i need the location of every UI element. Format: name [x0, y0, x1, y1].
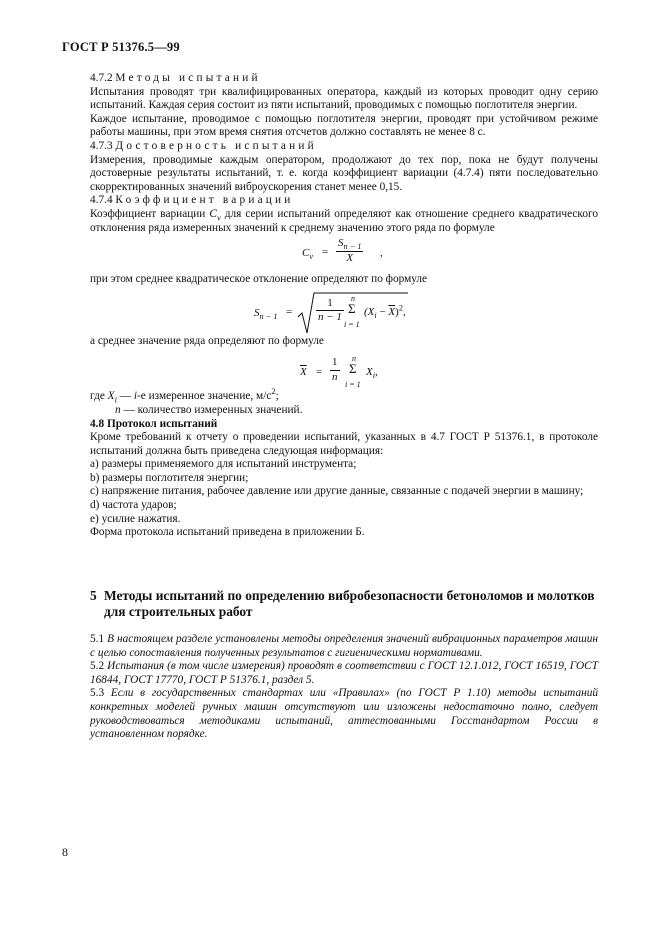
paragraph: Кроме требований к отчету о проведении испытаний, указанных в 4.7 ГОСТ Р 51376.1, в протоколе испытаний должна быть приведена следующая информация:: [90, 431, 598, 457]
paragraph: Испытания проводят три квалифицированных оператора, каждый из которых проводит одну серию испытаний. Каждая серия состоит из пяти испытаний, проводимых с помощью поглотителя энергии.: [90, 85, 598, 112]
heading-4-7-3: 4.7.3 Достоверность испытаний: [90, 139, 317, 152]
paragraph: а среднее значение ряда определяют по формуле: [90, 334, 324, 347]
heading-4-7-4: 4.7.4 Коэффициент вариации: [90, 194, 294, 207]
paragraph: Коэффициент вариации $C_v$ для серии испытаний определяют как отношение среднего квадратического отклонения ряда измеренных значений к среднему значению этого ряда по формуле: [90, 207, 598, 234]
where-line-2: n — количество измеренных значений.: [115, 403, 303, 416]
list-item: e) усилие нажатия.: [90, 512, 181, 525]
paragraph: Каждое испытание, проводимое с помощью поглотителя энергии, проводят при устойчивом режиме работы машины, при этом время снятия отсчетов должно составлять не менее 8 с.: [90, 112, 598, 139]
heading-4-7-2: 4.7.2 Методы испытаний: [90, 72, 261, 84]
list-item: d) частота ударов;: [90, 499, 177, 512]
paragraph: при этом среднее квадратическое отклонение определяют по формуле: [90, 273, 428, 286]
list-item: b) размеры поглотителя энергии;: [90, 471, 249, 484]
formula-xbar: $\overline{X}$ = $\frac{1}{n}$ n Σ i = 1 $X_i$,: [300, 354, 378, 390]
paragraph-5-1: 5.1 В настоящем разделе установлены методы определения значений вибрационных параметров машин с целью сопоставления полученных результатов с гигиеническими нормативами.: [90, 633, 598, 659]
paragraph-5-2: 5.2 Испытания (в том числе измерения) проводят в соответствии с ГОСТ 12.1.012, ГОСТ 16519, ГОСТ 16844, ГОСТ 17770, ГОСТ Р 51376.1, раздел 5.: [90, 660, 598, 686]
document-page: ГОСТ Р 51376.5—99 4.7.2 Методы испытаний Испытания проводят три квалифицированных оператора, каждый из которых проводит одну серию испытаний. Каждая серия состоит из пяти испытаний, проводимых с помощью поглотителя энергии. Каждое испытание, проводимое с помощью поглотителя энергии, проводят при устойчивом режиме работы машины, при этом время снятия отсчетов должно составлять не менее 8 с. 4.7.3 Достоверность испытаний Измерения, проводимые каждым оператором, продолжают до тех пор, пока не будут получены достоверные результаты испытаний, т. е. когда коэффициент вариации (4.7.4) пяти последовательно скорректированных значений виброускорения станет менее 0,15. 4.7.4 Коэффициент вариации Коэффициент вариации $C_v$ для серии испытаний определяют как отношение среднего квадратического отклонения ряда измеренных значений к среднему значению этого ряда по формуле $C_v$ = $\frac{S_{n - 1}}{X}$ , при этом среднее квадратическое отклонение определяют по формуле $S_{n - 1}$ = $\frac{1}{n - 1}$ n Σ i = 1 $(X_i - \overline{X})^2$, а среднее значение ряда определяют по формуле $\overline{X}$ = $\frac{1}{n}$ n Σ i = 1 $X_i$, где $X_i$ — i-е измеренное значение, $м/с^2$; n — количество измеренных значений. 4.8 Протокол испытаний Кроме требований к отчету о проведении испытаний, указанных в 4.7 ГОСТ Р 51376.1, в протоколе испытаний должна быть приведена следующая информация: a) размеры применяемого для испытаний инструмента; b) размеры поглотителя энергии; c) напряжение питания, рабочее давление или другие данные, связанные с подачей энергии в машину; d) частота ударов; e) усилие нажатия. Форма протокола испытаний приведена в приложении Б. 5 Методы испытаний по определению вибробезопасности бетоноломов и молотков для строительных работ 5.1 В настоящем разделе установлены методы определения значений вибрационных параметров машин с целью сопоставления полученных результатов с гигиеническими нормативами. 5.2 Испытания (в том числе измерения) проводят в соответствии с ГОСТ 12.1.012, ГОСТ 16519, ГОСТ 16844, ГОСТ 17770, ГОСТ Р 51376.1, раздел 5. 5.3 Если в государственных стандартах или «Правилах» (по ГОСТ Р 1.10) методы испытаний конкретных моделей ручных машин отсутствуют или изложены недостаточно полно, следует руководствоваться методиками испытаний, аттестованными Госстандартом России в установленном порядке. 8: [62, 40, 598, 859]
list-item: c) напряжение питания, рабочее давление или другие данные, связанные с подачей энергии в машину;: [90, 485, 584, 498]
document-header: ГОСТ Р 51376.5—99: [62, 40, 180, 54]
heading-4-8: 4.8 Протокол испытаний: [90, 417, 218, 430]
formula-cv: $C_v$ = $\frac{S_{n - 1}}{X}$ ,: [302, 237, 383, 264]
section-5-body: [90, 633, 598, 742]
list-item: a) размеры применяемого для испытаний инструмента;: [90, 458, 357, 471]
section-4-body: [90, 72, 598, 540]
formula-s: $S_{n - 1}$ = $\frac{1}{n - 1}$ n Σ i = 1 $(X_i - \overline{X})^2$,: [90, 291, 598, 335]
paragraph: Форма протокола испытаний приведена в приложении Б.: [90, 526, 365, 539]
page-number: 8: [62, 845, 68, 859]
paragraph: Измерения, проводимые каждым оператором, продолжают до тех пор, пока не будут получены достоверные результаты испытаний, т. е. когда коэффициент вариации (4.7.4) пяти последовательно скорректированных значений виброускорения станет менее 0,15.: [90, 153, 598, 193]
paragraph-5-3: 5.3 Если в государственных стандартах или «Правилах» (по ГОСТ Р 1.10) методы испытаний конкретных моделей ручных машин отсутствуют или изложены недостаточно полно, следует руководствоваться методиками испытаний, аттестованными Госстандартом России в установленном порядке.: [90, 687, 598, 741]
where-line-1: где $X_i$ — i-е измеренное значение, $м/с^2$;: [90, 386, 279, 405]
